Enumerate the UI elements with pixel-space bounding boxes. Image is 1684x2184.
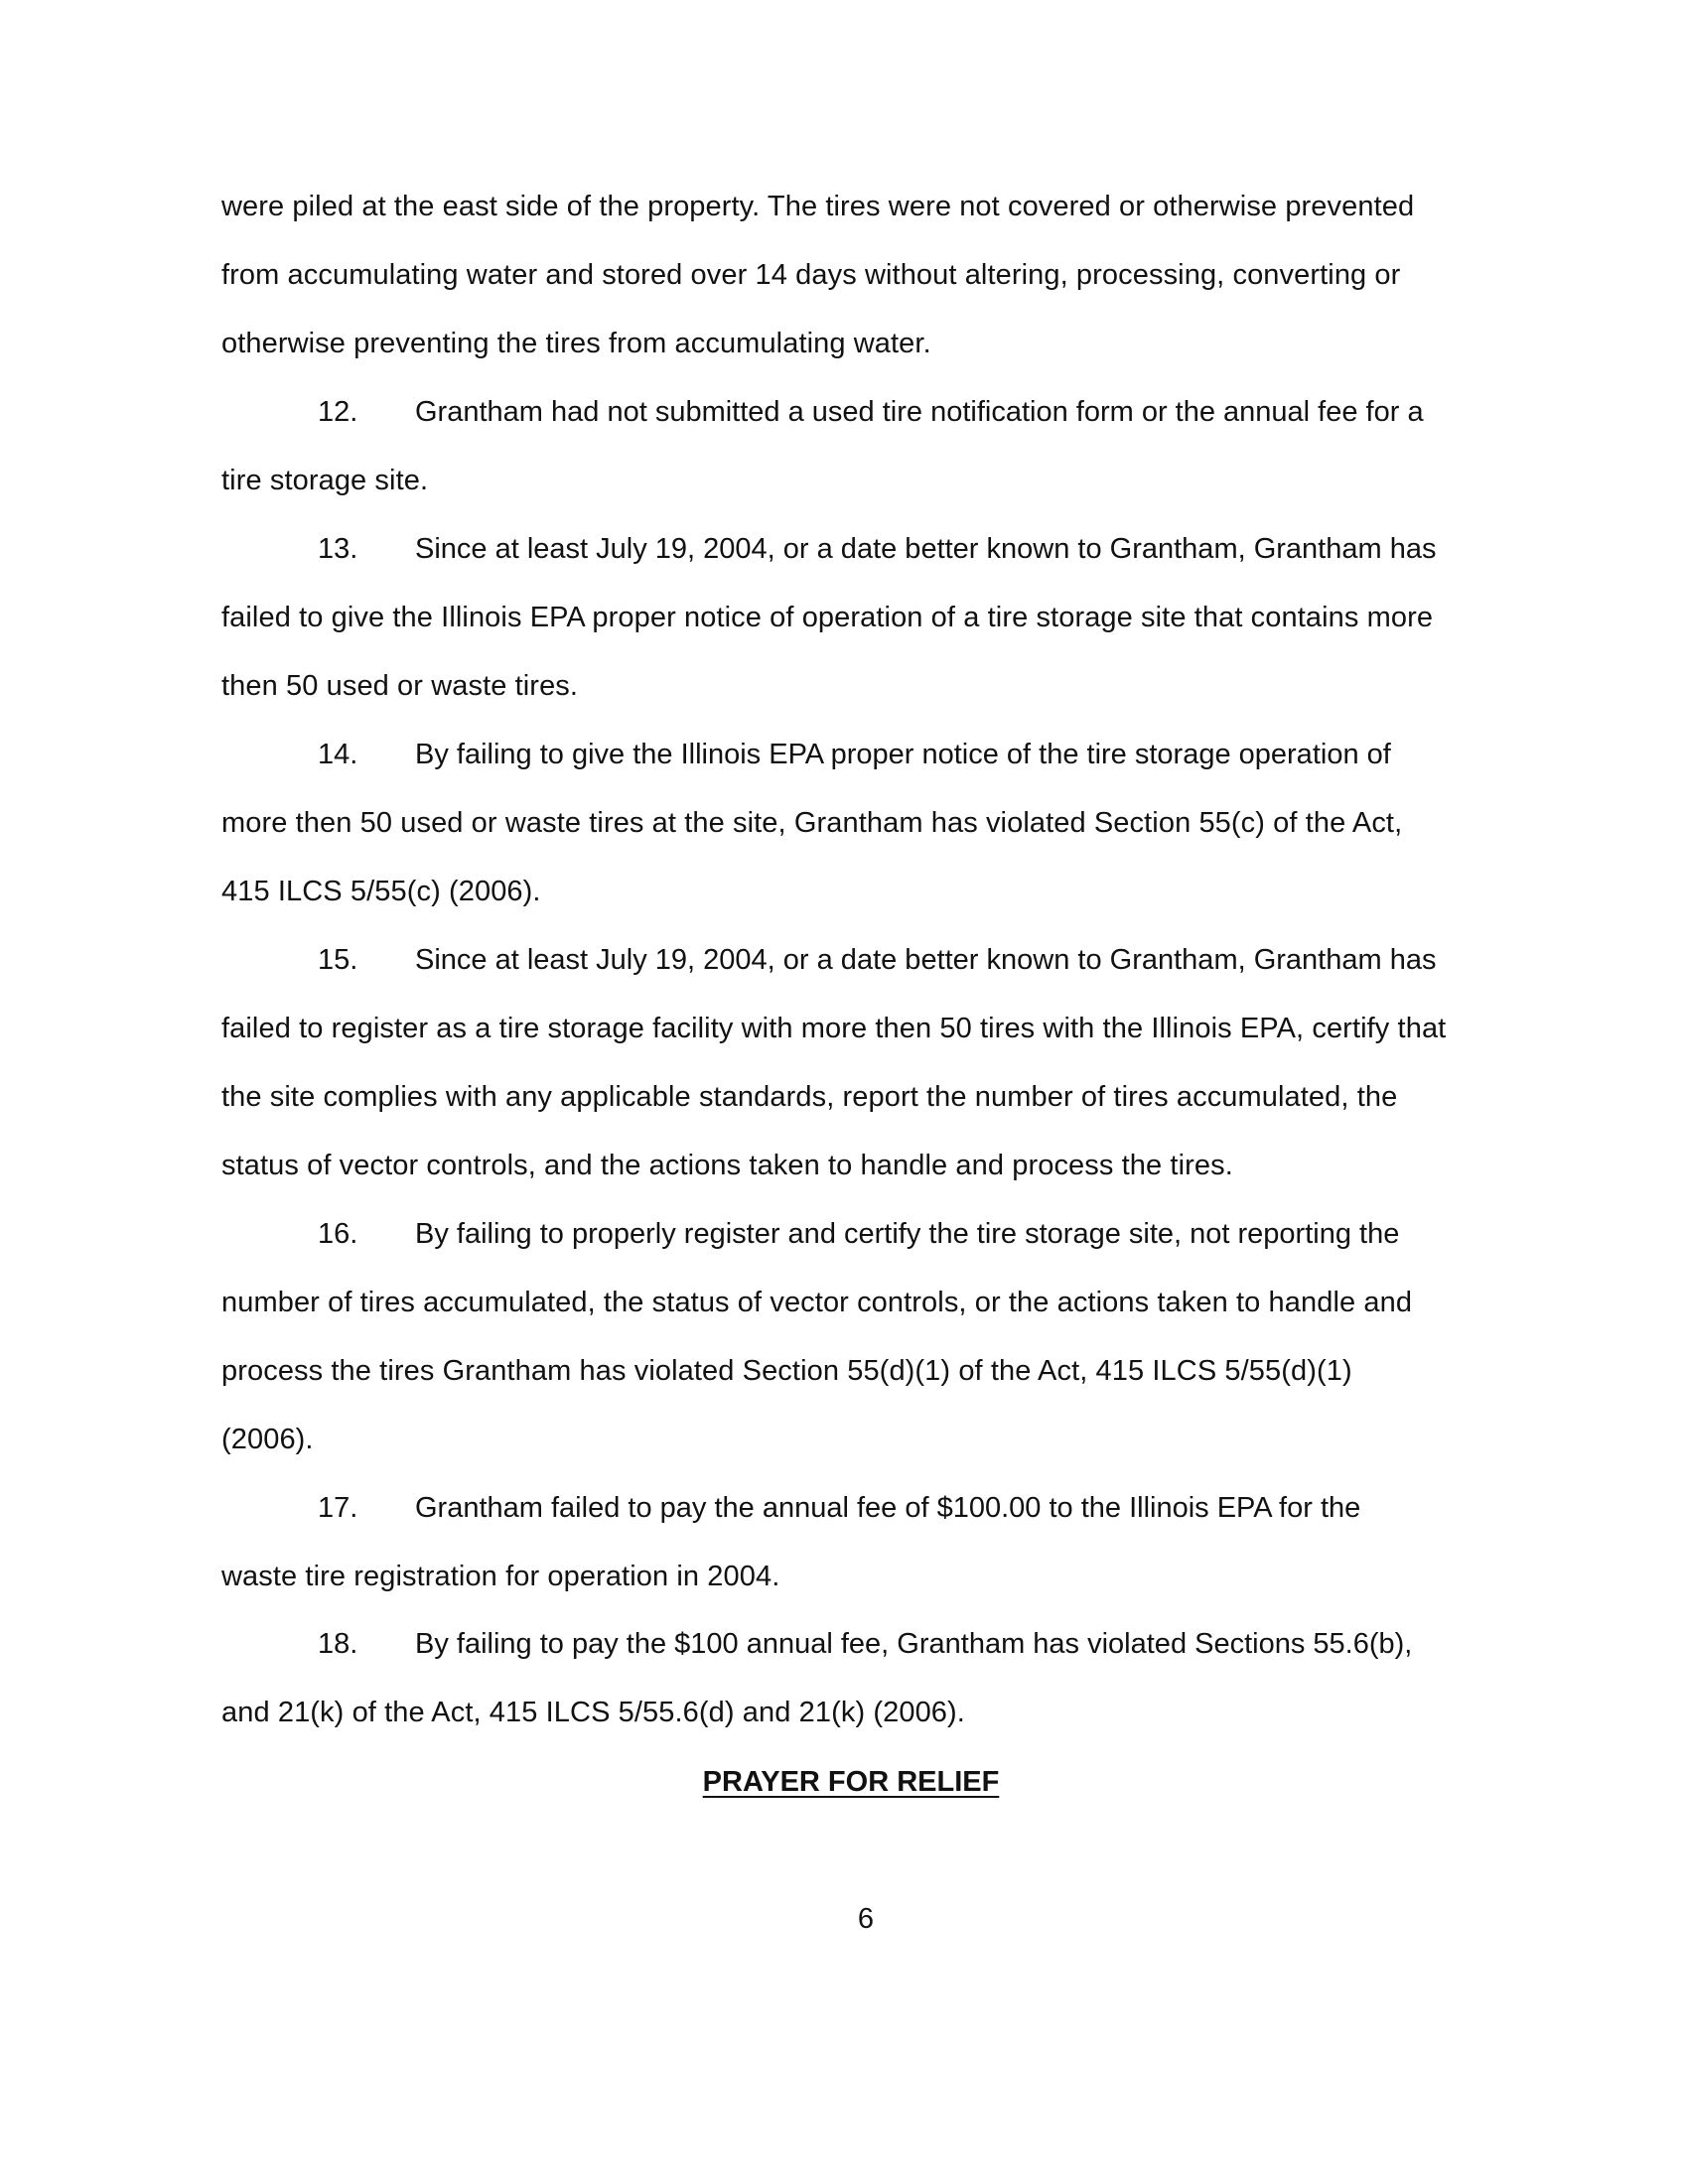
paragraph-line: more then 50 used or waste tires at the site, Grantham has violated Section 55(c) of the Act, (221, 807, 1403, 839)
intro-line: from accumulating water and stored over 14 days without altering, processing, converting or (221, 259, 1401, 291)
paragraph-number: 16. (318, 1218, 358, 1250)
paragraph-number: 18. (318, 1628, 358, 1660)
intro-line: otherwise preventing the tires from accumulating water. (221, 328, 931, 359)
paragraph-first-line: Grantham failed to pay the annual fee of $100.00 to the Illinois EPA for the (415, 1492, 1361, 1524)
paragraph-number: 17. (318, 1492, 358, 1524)
paragraph-line: tire storage site. (221, 465, 429, 496)
paragraph-line: then 50 used or waste tires. (221, 670, 579, 702)
paragraph-first-line: Grantham had not submitted a used tire notification form or the annual fee for a (415, 396, 1424, 428)
paragraph-line: failed to give the Illinois EPA proper notice of operation of a tire storage site that contains more (221, 602, 1434, 633)
page-number: 6 (857, 1903, 875, 1935)
paragraph-line: (2006). (221, 1424, 314, 1455)
paragraph-line: failed to register as a tire storage facility with more then 50 tires with the Illinois EPA, certify that (221, 1013, 1447, 1044)
paragraph-number: 14. (318, 739, 358, 770)
paragraph-first-line: Since at least July 19, 2004, or a date better known to Grantham, Grantham has (415, 944, 1437, 976)
intro-line: were piled at the east side of the property. The tires were not covered or otherwise prevented (221, 191, 1415, 222)
paragraph-number: 13. (318, 533, 358, 565)
paragraph-line: number of tires accumulated, the status of vector controls, or the actions taken to handle and (221, 1287, 1413, 1318)
paragraph-line: and 21(k) of the Act, 415 ILCS 5/55.6(d) and 21(k) (2006). (221, 1697, 965, 1728)
paragraph-number: 15. (318, 944, 358, 976)
section-heading-text: PRAYER FOR RELIEF (702, 1766, 1000, 1798)
paragraph-first-line: By failing to pay the $100 annual fee, Grantham has violated Sections 55.6(b), (415, 1628, 1413, 1660)
paragraph-first-line: By failing to properly register and certify the tire storage site, not reporting the (415, 1218, 1400, 1250)
section-heading (0, 1764, 1684, 1800)
paragraph-first-line: Since at least July 19, 2004, or a date better known to Grantham, Grantham has (415, 533, 1437, 565)
paragraph-number: 12. (318, 396, 358, 428)
paragraph-first-line: By failing to give the Illinois EPA proper notice of the tire storage operation of (415, 739, 1391, 770)
paragraph-line: status of vector controls, and the actions taken to handle and process the tires. (221, 1150, 1233, 1181)
paragraph-line: the site complies with any applicable standards, report the number of tires accumulated, the (221, 1081, 1398, 1113)
paragraph-line: waste tire registration for operation in 2004. (221, 1561, 780, 1592)
paragraph-line: 415 ILCS 5/55(c) (2006). (221, 876, 541, 907)
paragraph-line: process the tires Grantham has violated Section 55(d)(1) of the Act, 415 ILCS 5/55(d)(1) (221, 1355, 1352, 1387)
